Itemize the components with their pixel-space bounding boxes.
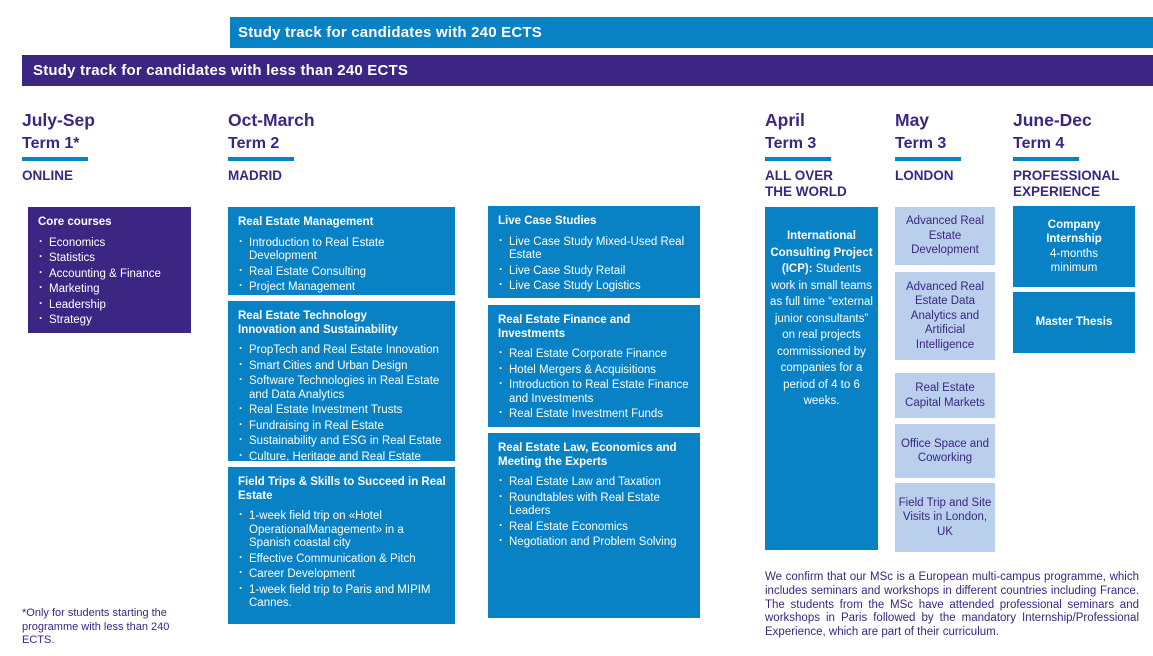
term3-may-underline [895,157,961,161]
course-item: · Smart Cities and Urban Design [238,360,447,374]
technology-sustainability-box [228,301,455,461]
course-item: · Live Case Study Mixed-Used Real Estate [498,236,692,263]
law-economics-experts-list [498,476,692,550]
data-analytics-ai-label: Advanced Real Estate Data Analytics and Artificial Intelligence [906,280,984,351]
course-item: · Real Estate Investment Funds [498,408,692,422]
course-item: · Introduction to Real Estate Development [238,237,447,264]
course-item: · Live Case Study Retail [498,265,692,279]
header-term4 [1013,110,1135,200]
capital-markets-box [895,373,995,418]
term3-april-months: April [765,110,805,130]
field-trip-london-label: Field Trip and Site Visits in London, UK [898,496,992,538]
law-economics-experts-title: Real Estate Law, Economics and Meeting the Experts [498,442,677,468]
field-trips-skills-title: Field Trips & Skills to Succeed in Real Estate [238,476,446,502]
course-item: · Introduction to Real Estate Finance and Investments [498,379,692,406]
header-term2 [228,110,315,184]
course-item: · 1-week field trip on «Hotel OperationalManagement» in a Spanish coastal city [238,510,447,551]
company-internship-box [1013,206,1135,287]
core-courses-box [28,207,191,333]
field-trips-skills-list [238,510,447,611]
company-internship-title: Company Internship [1046,218,1102,245]
term3-may-label: Term 3 [895,135,947,152]
course-item: · PropTech and Real Estate Innovation [238,344,447,358]
field-trips-skills-box [228,467,455,624]
field-trip-london-box [895,483,995,552]
course-item: · Accounting & Finance [38,268,183,282]
term2-label: Term 2 [228,135,280,152]
term3-april-underline [765,157,831,161]
course-item: · Software Technologies in Real Estate and Data Analytics [238,375,447,402]
course-item: · Real Estate Consulting [238,266,447,280]
course-item: · Real Estate Law and Taxation [498,476,692,490]
course-item: · Economics [38,237,183,251]
term3-april-label: Term 3 [765,135,817,152]
core-courses-list [38,237,183,328]
term1-location: ONLINE [22,168,74,183]
banner-240-ects [230,17,1153,48]
course-item: · Real Estate Corporate Finance [498,348,692,362]
course-item: · Real Estate Economics [498,521,692,535]
banner-240-ects-label: Study track for candidates with 240 ECTS [238,24,542,41]
international-consulting-project-box [765,207,878,550]
term4-underline [1013,157,1079,161]
course-item: · Hotel Mergers & Acquisitions [498,364,692,378]
advanced-development-label: Advanced Real Estate Development [906,215,984,257]
course-item: · Strategy [38,314,183,328]
advanced-development-box [895,207,995,265]
course-item: · Sustainability and ESG in Real Estate [238,435,447,449]
course-item: · Marketing [38,283,183,297]
course-item: · 1-week field trip to Paris and MIPIM Cannes. [238,584,447,611]
course-item: · Statistics [38,252,183,266]
office-space-coworking-box [895,424,995,478]
course-item: · Real Estate Investment Trusts [238,404,447,418]
live-case-studies-title: Live Case Studies [498,215,597,227]
header-term3-may [895,110,961,184]
term4-months: June-Dec [1013,110,1092,130]
course-item: · Live Case Study Logistics [498,280,692,294]
term3-april-location: ALL OVER THE WORLD [765,168,847,199]
term1-label: Term 1* [22,135,80,152]
company-internship-subtitle: 4-months minimum [1050,247,1098,274]
header-term3-april [765,110,861,200]
course-item: · Negotiation and Problem Solving [498,536,692,550]
data-analytics-ai-box [895,272,995,360]
live-case-studies-box [488,206,700,298]
term3-may-location: LONDON [895,168,954,183]
term4-location: PROFESSIONAL EXPERIENCE [1013,168,1120,199]
term3-may-months: May [895,110,930,130]
icp-title: International Consulting Project (ICP): [770,230,873,275]
master-thesis-title: Master Thesis [1035,316,1113,329]
finance-investments-title: Real Estate Finance and Investments [498,314,631,340]
course-item: · Leadership [38,299,183,313]
term1-underline [22,157,88,161]
multi-campus-disclaimer: We confirm that our MSc is a European multi-campus programme, which includes seminars and workshops in different countries including France. The students from the MSc have attended professional seminars and workshops in Paris followed by the mandatory Internship/Professional Experience, which are part of their curriculum. [765,571,1139,639]
capital-markets-label: Real Estate Capital Markets [905,382,985,409]
term4-label: Term 4 [1013,135,1065,152]
banner-less-240-ects-label: Study track for candidates with less than 240 ECTS [33,62,409,79]
office-space-coworking-label: Office Space and Coworking [900,437,989,464]
banner-less-240-ects [22,55,1153,86]
real-estate-management-box [228,207,455,295]
footnote: *Only for students starting the programme with less than 240 ECTS. [22,607,170,646]
course-item: · Effective Communication & Pitch [238,553,447,567]
term2-months: Oct-March [228,110,315,130]
course-item: · Project Management [238,281,447,295]
core-courses-title: Core courses [38,216,112,228]
technology-sustainability-title: Real Estate Technology Innovation and Sustainability [238,310,398,336]
term2-location: MADRID [228,168,282,183]
real-estate-management-title: Real Estate Management [238,216,374,228]
live-case-studies-list [498,236,692,294]
course-item: · Roundtables with Real Estate Leaders [498,492,692,519]
master-thesis-box [1013,292,1135,353]
finance-investments-box [488,305,700,427]
term2-underline [228,157,294,161]
header-term1 [22,110,95,184]
term1-months: July-Sep [22,110,95,130]
law-economics-experts-box [488,433,700,618]
icp-description: Students work in small teams as full time “external junior consultants” on real projects commissioned by companies for a period of 4 to 6 weeks. [770,263,873,407]
finance-investments-list [498,348,692,422]
real-estate-management-list [238,237,447,295]
technology-sustainability-list [238,344,447,461]
course-item: · Culture, Heritage and Real Estate [238,451,447,462]
course-item: · Fundraising in Real Estate [238,420,447,434]
course-item: · Career Development [238,568,447,582]
